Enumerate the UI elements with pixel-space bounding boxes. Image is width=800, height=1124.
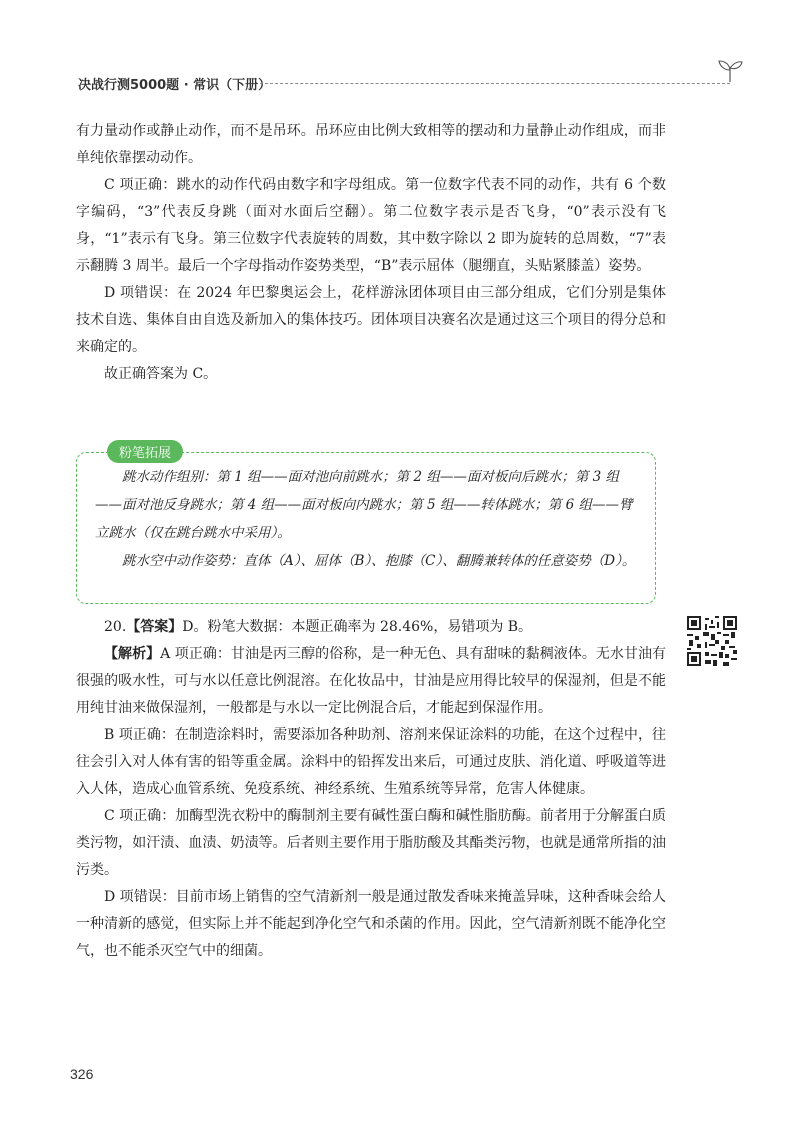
analysis-a-text: A 项正确：甘油是丙三醇的俗称，是一种无色、具有甜味的黏稠液体。无水甘油有很强的吸水性，可与水以任意比例混溶。在化妆品中，甘油是应用得比较早的保湿剂，但是不能用纯甘油来做保湿剂，一般都是与水以一定比例混合后，才能起到保湿作用。 xyxy=(76,646,667,716)
page-header xyxy=(70,66,740,106)
extension-tag: 粉笔拓展 xyxy=(107,440,183,463)
paragraph-conclusion: 故正确答案为 C。 xyxy=(104,366,218,382)
analysis-label: 【解析】 xyxy=(104,646,161,662)
page-number: 326 xyxy=(70,1066,94,1082)
extension-body xyxy=(95,463,643,575)
q20-analysis-b: B 项正确：在制造涂料时，需要添加各种助剂、溶剂来保证涂料的功能，在这个过程中，往往会引入对人体有害的铅等重金属。涂料中的铅挥发出来后，可通过皮肤、消化道、呼吸道等进入人体，造成心血管系统、免疫系统、神经系统、生殖系统等异常，危害人体健康。 xyxy=(76,727,666,797)
sprout-icon xyxy=(716,58,744,84)
q20-analysis-d: D 项错误：目前市场上销售的空气清新剂一般是通过散发香味来掩盖异味，这种香味会给人一种清新的感觉，但实际上并不能起到净化空气和杀菌的作用。因此，空气清新剂既不能净化空气，也不能杀灭空气中的细菌。 xyxy=(76,889,666,959)
paragraph-option-d: D 项错误：在 2024 年巴黎奥运会上，花样游泳团体项目由三部分组成，它们分别是集体技术自选、集体自由自选及新加入的集体技巧。团体项目决赛名次是通过这三个项目的得分总和来确定的。 xyxy=(76,285,666,355)
book-title: 决战行测5000题 · 常识（下册） xyxy=(78,78,272,93)
q20-answer xyxy=(76,614,666,641)
extension-diving-positions: 跳水空中动作姿势：直体（A）、屈体（B）、抱膝（C）、翻腾兼转体的任意姿势（D）。 xyxy=(122,553,636,569)
extension-diving-groups: 跳水动作组别：第 1 组——面对池向前跳水；第 2 组——面对板向后跳水；第 3 组——面对池反身跳水；第 4 组——面对板向内跳水；第 5 组——转体跳水；第 6 组——臂立跳水（仅在跳台跳水中采用）。 xyxy=(95,469,633,541)
q20-analysis-a xyxy=(76,641,666,722)
paragraph-option-c: C 项正确：跳水的动作代码由数字和字母组成。第一位数字代表不同的动作，共有 6 个数字编码，“3”代表反身跳（面对水面后空翻）。第二位数字表示是否飞身，“0”表示没有飞身，“1”表示有飞身。第三位数字代表旋转的周数，其中数字除以 2 即为旋转的总周数，“7”表示翻腾 3 周半。最后一个字母指动作姿势类型，“B”表示屈体（腿绷直，头贴紧膝盖）姿势。 xyxy=(76,177,666,274)
qr-code-icon[interactable] xyxy=(687,616,737,666)
extension-box xyxy=(76,446,656,604)
answer-text: D。粉笔大数据：本题正确率为 28.46%，易错项为 B。 xyxy=(182,619,533,635)
answer-label: 【答案】 xyxy=(126,619,183,635)
header-divider xyxy=(260,83,730,84)
q20-analysis-c: C 项正确：加酶型洗衣粉中的酶制剂主要有碱性蛋白酶和碱性脂肪酶。前者用于分解蛋白质类污物，如汗渍、血渍、奶渍等。后者则主要作用于脂肪酸及其酯类污物，也就是通常所指的油污类。 xyxy=(76,808,666,878)
q20-number: 20. xyxy=(104,619,127,635)
question-20 xyxy=(76,614,666,965)
section-options-review xyxy=(76,118,666,388)
paragraph-rings: 有力量动作或静止动作，而不是吊环。吊环应由比例大致相等的摆动和力量静止动作组成，而非单纯依靠摆动动作。 xyxy=(76,123,666,166)
